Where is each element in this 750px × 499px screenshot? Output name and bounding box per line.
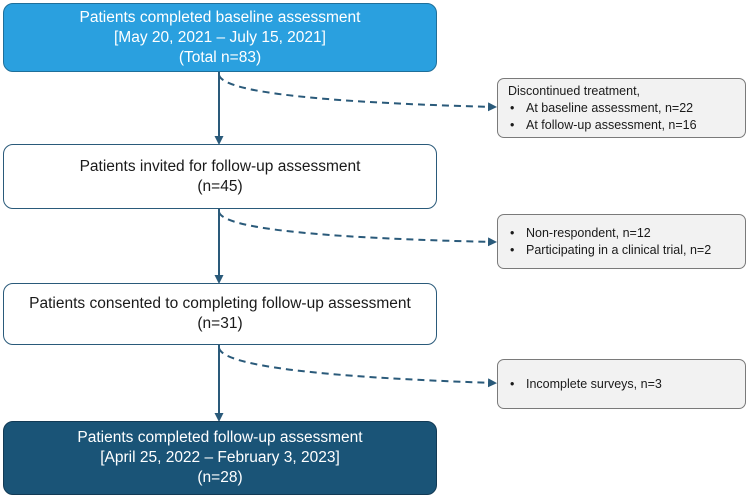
consented-title: Patients consented to completing follow-up assessment xyxy=(29,295,411,312)
completed-box xyxy=(3,421,437,495)
completed-count: (n=28) xyxy=(197,469,243,486)
consented-box xyxy=(3,283,437,345)
baseline-box xyxy=(3,3,437,72)
list-item: • At follow-up assessment, n=16 xyxy=(510,117,697,132)
list-item: • Incomplete surveys, n=3 xyxy=(510,376,662,391)
incomplete-box xyxy=(497,359,746,409)
list-item: • Non-respondent, n=12 xyxy=(510,225,651,240)
dashed-arrow-incomplete xyxy=(219,348,495,383)
dashed-arrow-nonresponse xyxy=(219,212,495,242)
baseline-title: Patients completed baseline assessment xyxy=(79,8,361,26)
completed-title: Patients completed follow-up assessment xyxy=(77,429,363,446)
consented-count: (n=31) xyxy=(197,315,243,332)
bullet-icon: • xyxy=(510,100,515,115)
discontinued-title: Discontinued treatment, xyxy=(508,83,641,98)
list-item: • At baseline assessment, n=22 xyxy=(510,100,694,115)
discontinued-box xyxy=(497,78,746,138)
bullet-icon: • xyxy=(510,225,515,240)
invited-title: Patients invited for follow-up assessment xyxy=(79,157,361,175)
baseline-dates: [May 20, 2021 – July 15, 2021] xyxy=(114,28,326,46)
invited-box xyxy=(3,144,437,209)
bullet-icon: • xyxy=(510,242,515,257)
bullet-icon: • xyxy=(510,117,515,132)
invited-count: (n=45) xyxy=(197,177,243,195)
completed-dates: [April 25, 2022 – February 3, 2023] xyxy=(100,449,340,466)
dashed-arrow-discontinued xyxy=(219,75,495,107)
list-item: • Participating in a clinical trial, n=2 xyxy=(510,242,712,257)
bullet-icon: • xyxy=(510,376,515,391)
nonresponse-box xyxy=(497,214,746,269)
baseline-count: (Total n=83) xyxy=(178,48,262,66)
